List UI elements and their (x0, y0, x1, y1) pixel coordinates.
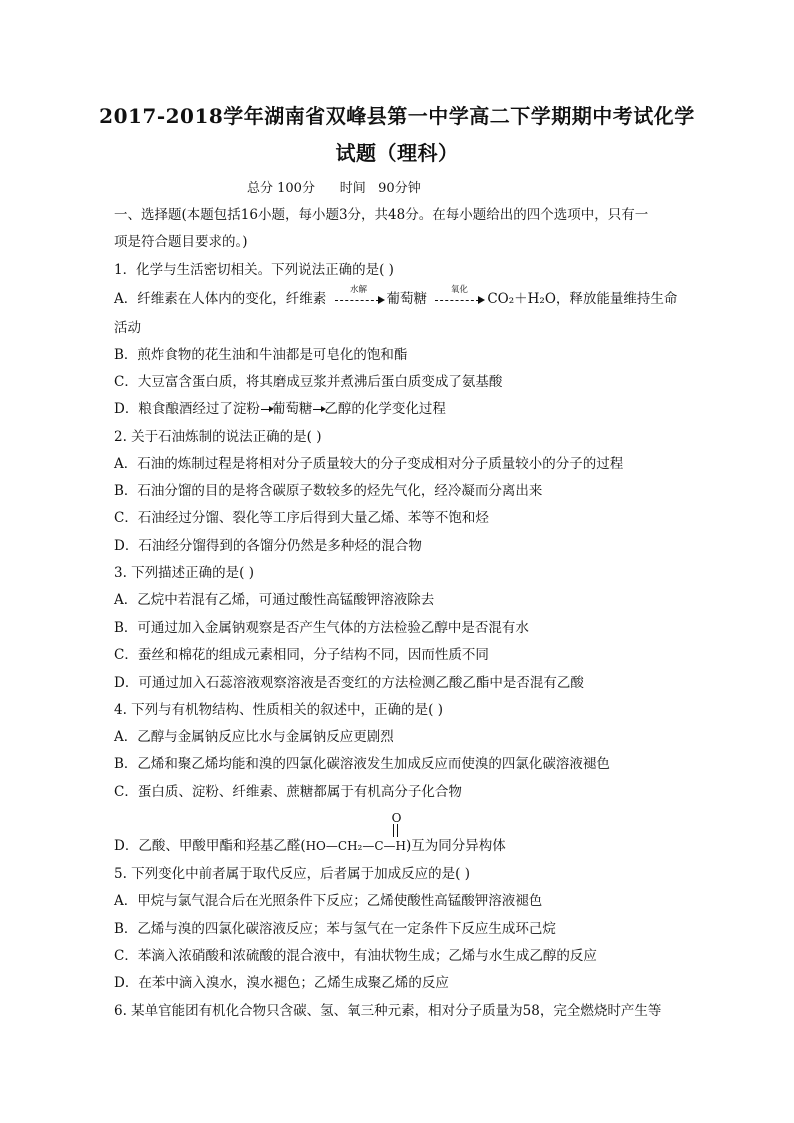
reaction-arrow-icon (433, 284, 485, 307)
exam-title-line2: 试题（理科） (335, 141, 459, 165)
arrow-icon (313, 409, 323, 410)
total-score: 总分 100分 (247, 181, 315, 196)
q1-a-suffix: CO₂＋H₂O，释放能量维持生命 (487, 291, 678, 307)
exam-time: 时间 90分钟 (339, 181, 421, 196)
question-2-stem: 2. 关于石油炼制的说法正确的是( ) (114, 429, 322, 445)
question-3-stem: 3. 下列描述正确的是( ) (114, 565, 254, 581)
question-3-option-a: A．乙烷中若混有乙烯，可通过酸性高锰酸钾溶液除去 (114, 592, 435, 608)
structural-formula: HO—CH₂—C—H (305, 839, 406, 853)
question-6-stem: 6. 某单官能团有机化合物只含碳、氢、氧三种元素，相对分子质量为58，完全燃烧时产生等 (114, 1003, 662, 1019)
question-5-option-d: D．在苯中滴入溴水，溴水褪色；乙烯生成聚乙烯的反应 (114, 975, 449, 991)
q1-d-mid: 葡萄糖 (271, 401, 313, 417)
arrow-icon (261, 409, 271, 410)
question-1-option-a-cont: 活动 (114, 320, 141, 336)
question-3-option-d: D．可通过加入石蕊溶液观察溶液是否变红的方法检测乙酸乙酯中是否混有乙酸 (114, 675, 584, 691)
question-5-option-a: A．甲烷与氯气混合后在光照条件下反应；乙烯使酸性高锰酸钾溶液褪色 (114, 893, 543, 909)
q1-a-mid: 葡萄糖 (386, 291, 428, 307)
question-1-option-a (114, 284, 678, 307)
exam-meta (247, 177, 421, 196)
question-2-option-a: A．石油的炼制过程是将相对分子质量较大的分子变成相对分子质量较小的分子的过程 (114, 456, 624, 472)
exam-title-line1: 2017-2018学年湖南省双峰县第一中学高二下学期期中考试化学 (99, 104, 695, 128)
question-5-option-c: C．苯滴入浓硝酸和浓硫酸的混合液中，有油状物生成；乙烯与水生成乙醇的反应 (114, 948, 597, 964)
q1-d-suffix: 乙醇的化学变化过程 (324, 401, 446, 417)
arrow-label-oxidation: 氧化 (450, 284, 468, 295)
question-2-option-d: D．石油经分馏得到的各馏分仍然是多种烃的混合物 (114, 538, 422, 554)
arrow-label-hydrolysis: 水解 (350, 284, 368, 295)
section-instructions-line2: 项是符合题目要求的。) (114, 234, 248, 250)
reaction-arrow-icon (333, 284, 385, 307)
q1-a-prefix: A．纤维素在人体内的变化，纤维素 (114, 291, 327, 307)
question-5-option-b: B．乙烯与溴的四氯化碳溶液反应；苯与氢气在一定条件下反应生成环己烷 (114, 921, 556, 937)
question-4-stem: 4. 下列与有机物结构、性质相关的叙述中，正确的是( ) (114, 702, 443, 718)
question-4-option-a: A．乙醇与金属钠反应比水与金属钠反应更剧烈 (114, 729, 394, 745)
question-2-option-c: C．石油经过分馏、裂化等工序后得到大量乙烯、苯等不饱和烃 (114, 510, 489, 526)
question-4-option-d (114, 811, 506, 854)
carbonyl-oxygen: O (391, 811, 402, 825)
q4-d-suffix: )互为同分异构体 (406, 838, 506, 854)
glycolaldehyde-structure (305, 811, 406, 853)
question-5-stem: 5. 下列变化中前者属于取代反应，后者属于加成反应的是( ) (114, 866, 470, 882)
question-3-option-c: C．蚕丝和棉花的组成元素相同，分子结构不同，因而性质不同 (114, 647, 489, 663)
question-3-option-b: B．可通过加入金属钠观察是否产生气体的方法检验乙醇中是否混有水 (114, 620, 529, 636)
q1-d-prefix: D．粮食酿酒经过了淀粉 (114, 401, 260, 417)
q4-d-prefix: D．乙酸、甲酸甲酯和羟基乙醛( (114, 838, 306, 854)
double-bond-icon (393, 824, 398, 837)
question-2-option-b: B．石油分馏的目的是将含碳原子数较多的烃先气化，经冷凝而分离出来 (114, 483, 543, 499)
question-4-option-b: B．乙烯和聚乙烯均能和溴的四氯化碳溶液发生加成反应而使溴的四氯化碳溶液褪色 (114, 756, 610, 772)
question-4-option-c: C．蛋白质、淀粉、纤维素、蔗糖都属于有机高分子化合物 (114, 784, 462, 800)
question-1-option-b: B．煎炸食物的花生油和牛油都是可皂化的饱和酯 (114, 347, 408, 363)
question-1-option-d (114, 397, 446, 417)
section-instructions-line1: 一、选择题(本题包括16小题，每小题3分，共48分。在每小题给出的四个选项中，只有一 (114, 207, 649, 223)
question-1-stem: 1．化学与生活密切相关。下列说法正确的是( ) (114, 262, 394, 278)
question-1-option-c: C．大豆富含蛋白质，将其磨成豆浆并煮沸后蛋白质变成了氨基酸 (114, 374, 503, 390)
